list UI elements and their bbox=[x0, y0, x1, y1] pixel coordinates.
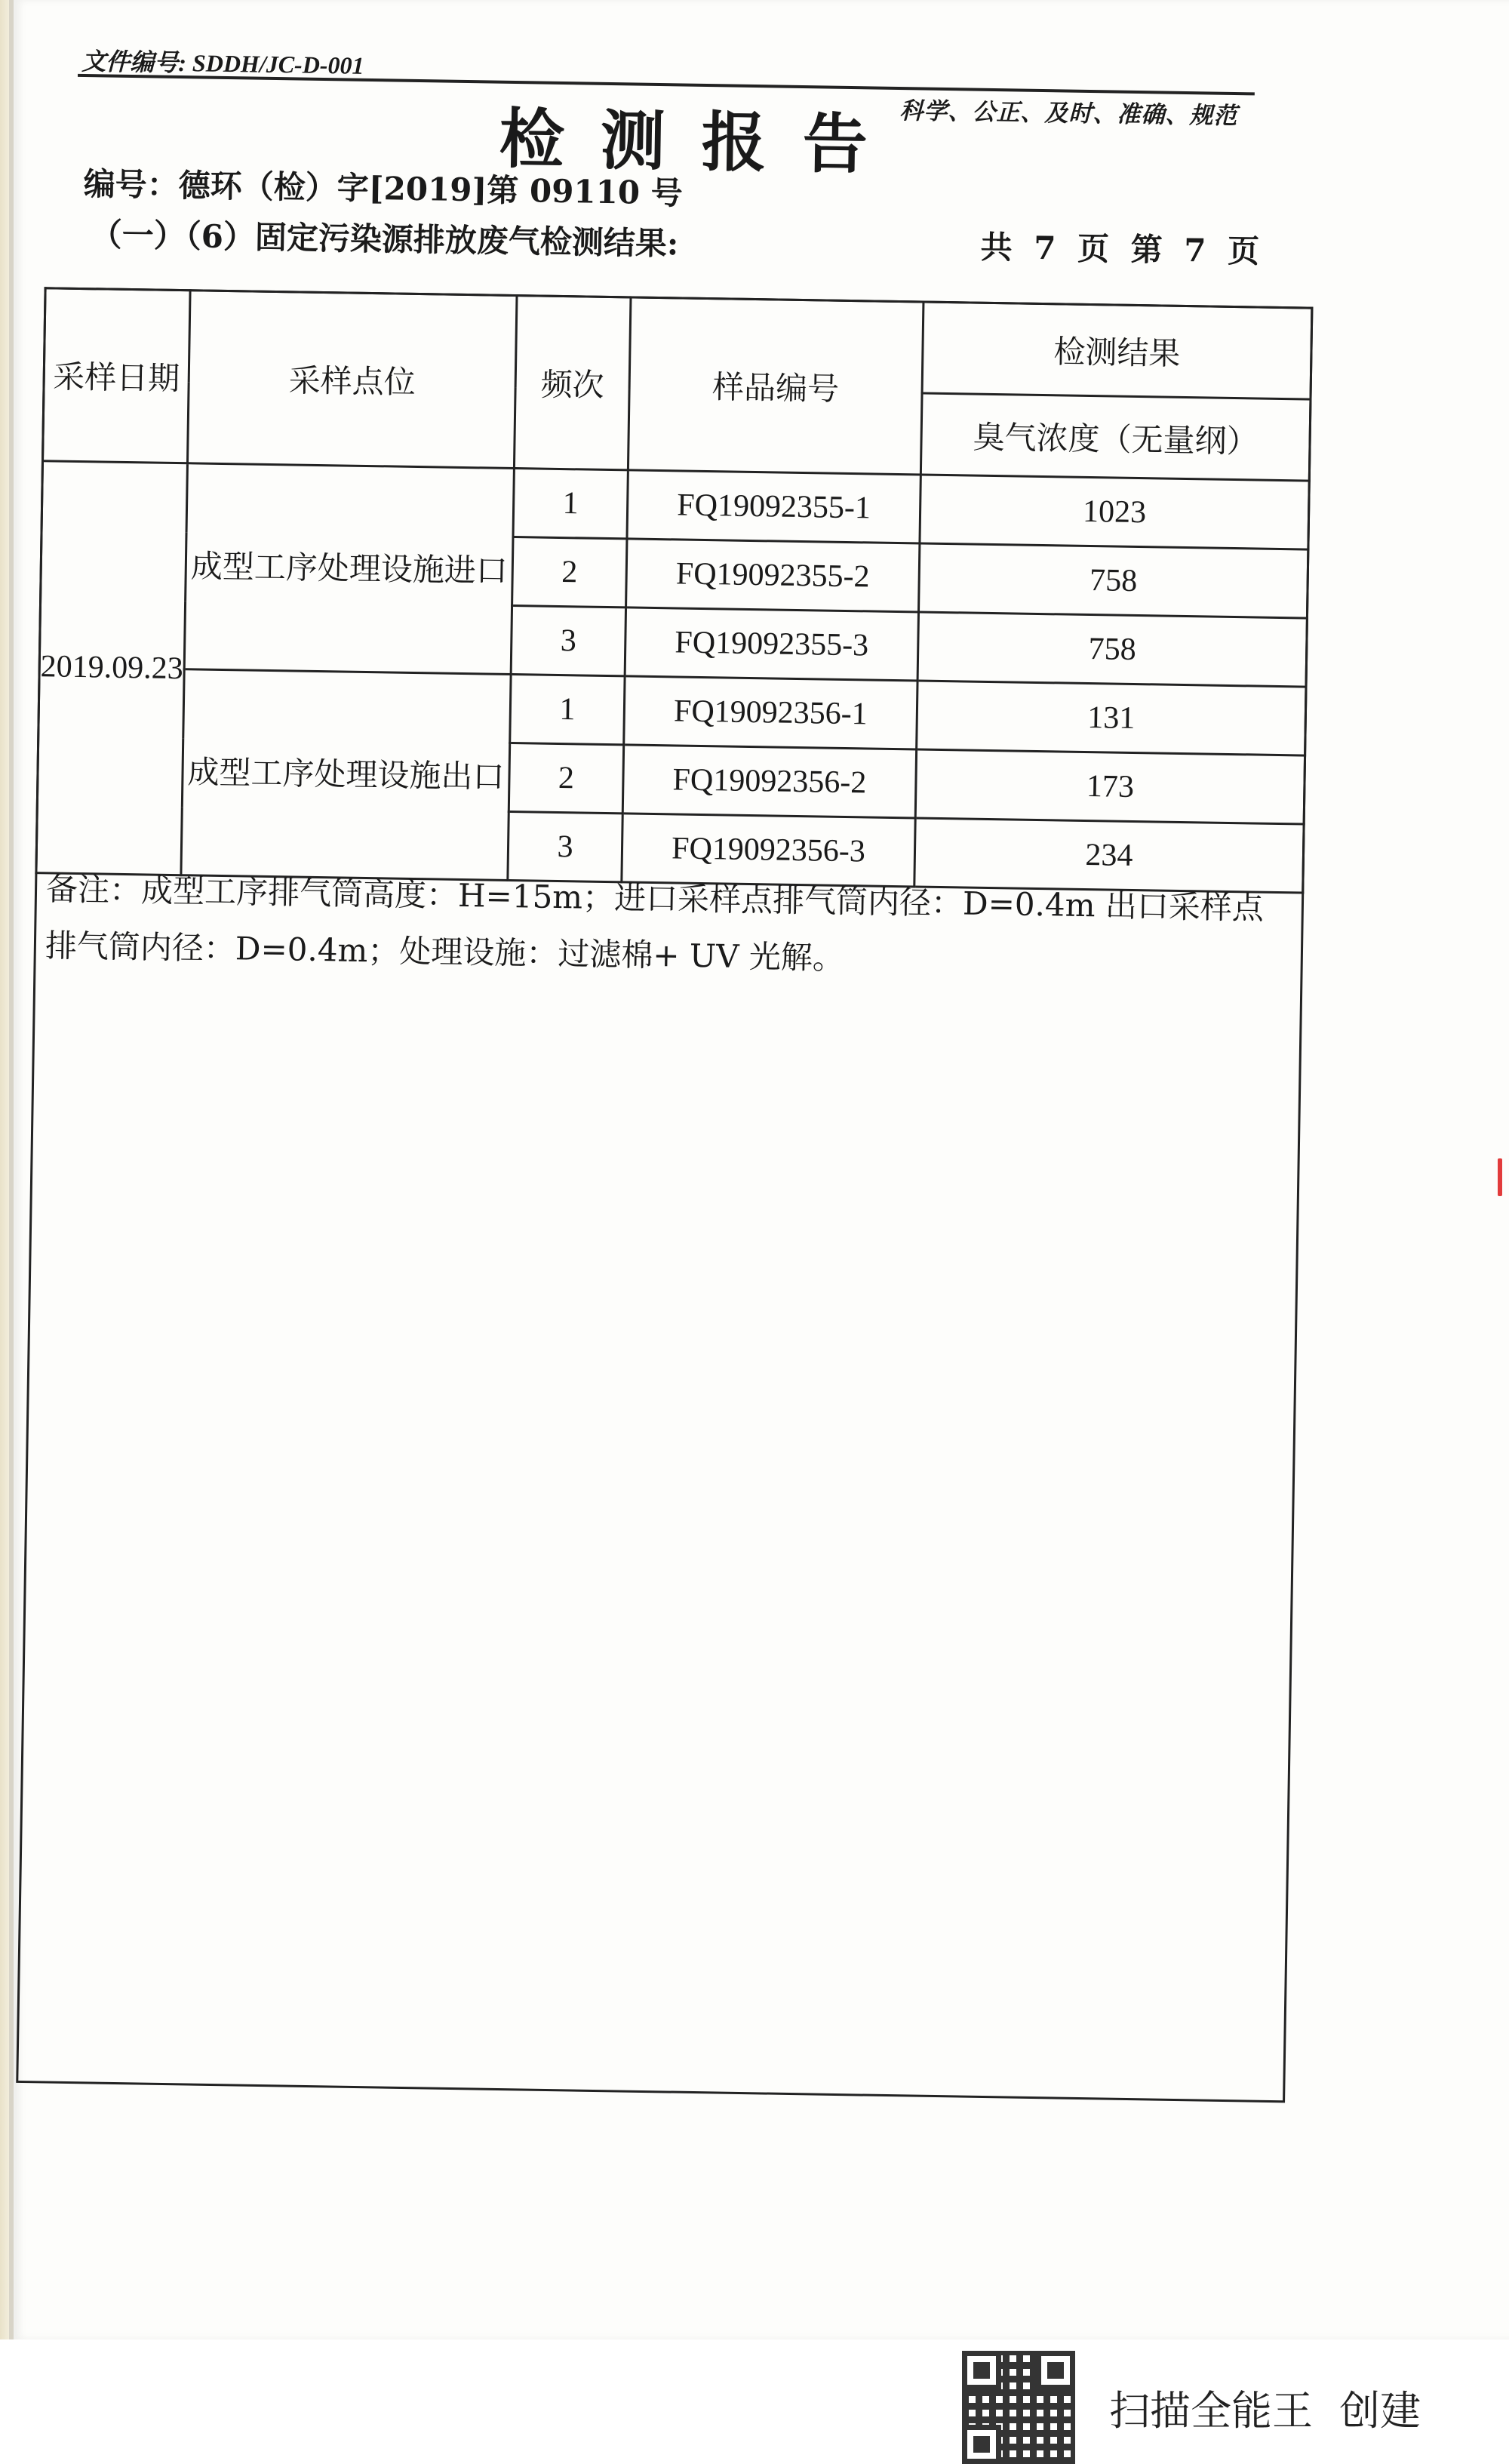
sample-no-cell: FQ19092356-2 bbox=[622, 745, 916, 818]
frequency-cell: 3 bbox=[511, 606, 625, 676]
sample-no-cell: FQ19092355-2 bbox=[626, 539, 920, 612]
document-code: 文件编号: SDDH/JC-D-001 bbox=[81, 47, 364, 79]
sampling-point: 成型工序处理设施进口 bbox=[184, 463, 514, 675]
header-date: 采样日期 bbox=[43, 288, 191, 463]
result-cell: 173 bbox=[915, 749, 1305, 824]
header-odor: 臭气浓度（无量纲） bbox=[920, 393, 1311, 481]
results-table bbox=[35, 287, 1313, 894]
section-title: （一）（6）固定污染源排放废气检测结果: bbox=[90, 216, 679, 263]
result-cell: 234 bbox=[914, 818, 1304, 893]
frequency-cell: 2 bbox=[512, 537, 627, 608]
red-mark bbox=[1498, 1158, 1502, 1196]
qr-code-icon bbox=[962, 2351, 1075, 2464]
header-point: 采样点位 bbox=[187, 291, 517, 469]
sample-no-cell: FQ19092356-3 bbox=[622, 814, 915, 887]
scanner-watermark bbox=[962, 2347, 1475, 2460]
remarks: 备注：成型工序排气筒高度：H=15m；进口采样点排气筒内径：D=0.4m 出口采样点排气筒内径：D=0.4m；处理设施：过滤棉+ UV 光解。 bbox=[45, 870, 1265, 977]
result-cell: 758 bbox=[917, 612, 1307, 687]
frequency-cell: 1 bbox=[513, 469, 628, 539]
header-sample-no: 样品编号 bbox=[628, 297, 924, 475]
frequency-cell: 3 bbox=[508, 811, 622, 881]
motto: 科学、公正、及时、准确、规范 bbox=[899, 97, 1238, 130]
sampling-point: 成型工序处理设施出口 bbox=[181, 669, 511, 881]
frequency-cell: 2 bbox=[509, 743, 623, 813]
result-cell: 131 bbox=[917, 681, 1306, 755]
scanner-label: 扫描全能王 创建 bbox=[1109, 2387, 1421, 2435]
sample-no-cell: FQ19092355-3 bbox=[625, 608, 918, 681]
sample-no-cell: FQ19092355-1 bbox=[627, 470, 920, 543]
result-cell: 1023 bbox=[920, 475, 1309, 549]
report-title: 检测报告 bbox=[498, 101, 905, 184]
frequency-cell: 1 bbox=[510, 675, 625, 745]
report-number: 编号：德环（检）字[2019]第 09110 号 bbox=[83, 165, 684, 212]
header-frequency: 频次 bbox=[514, 296, 631, 470]
sampling-date: 2019.09.23 bbox=[36, 461, 188, 875]
result-cell: 758 bbox=[919, 543, 1308, 618]
header-result: 检测结果 bbox=[922, 302, 1312, 399]
sample-no-cell: FQ19092356-1 bbox=[624, 676, 917, 749]
page-count: 共 7 页 第 7 页 bbox=[980, 228, 1260, 270]
